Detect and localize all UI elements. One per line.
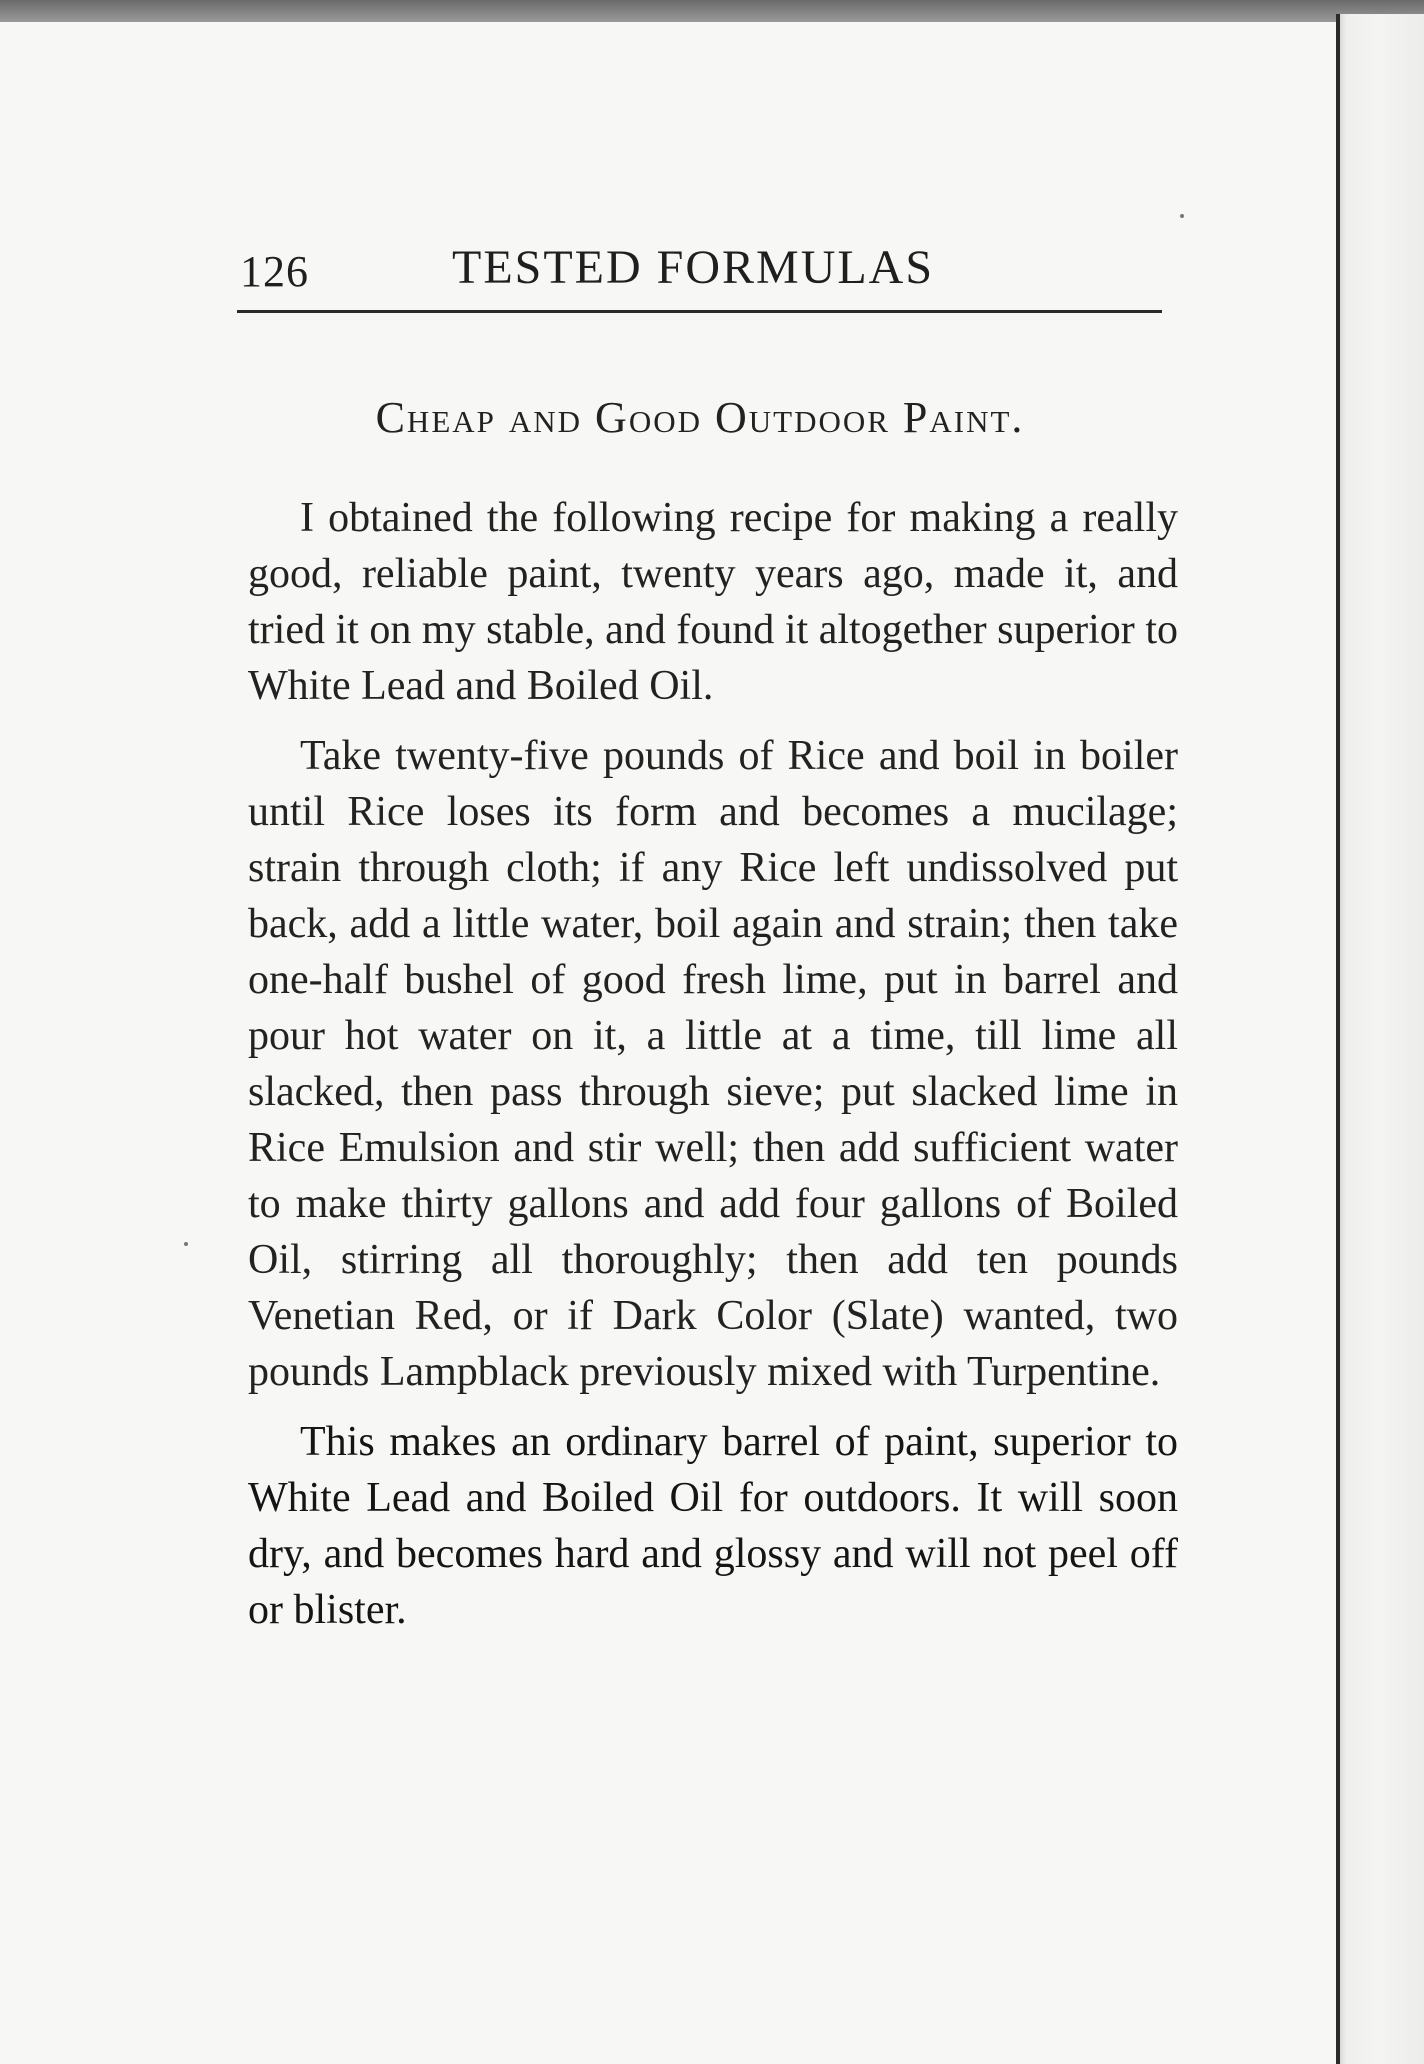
paper-speck (1180, 214, 1184, 218)
adjacent-page-edge (1340, 14, 1424, 2064)
header-rule (237, 310, 1162, 313)
paragraph-2: Take twenty-five pounds of Rice and boil in boiler until Rice loses its form and becomes a mucilage; strain through cloth; if any Rice left undissolved put back, add a little water, boil again and strain; then take one-half bushel of good fresh lime, put in barrel and pour hot water on it, a little at a time, till lime all slacked, then pass through sieve; put slacked lime in Rice Emulsion and stir well; then add sufficient water to make thirty gallons and add four gallons of Boiled Oil, stirring all thoroughly; then add ten pounds Venetian Red, or if Dark Color (Slate) wanted, two pounds Lampblack previously mixed with Turpentine. (248, 733, 1178, 1395)
paragraph-3: This makes an ordinary barrel of paint, superior to White Lead and Boiled Oil for outdoors. It will soon dry, and becomes hard and glossy and will not peel off or blister. (248, 1419, 1178, 1633)
paragraph-1: I obtained the following recipe for making a really good, reliable paint, twenty years ago, made it, and tried it on my stable, and found it altogether superior to White Lead and Boiled Oil. (248, 495, 1178, 709)
scan-top-border (0, 0, 1424, 22)
page-header (240, 232, 1160, 302)
running-head: TESTED FORMULAS (452, 241, 935, 294)
article-title: Cheap and Good Outdoor Paint. (375, 393, 1025, 442)
paper-speck (184, 1242, 188, 1246)
page-number: 126 (240, 247, 309, 296)
article-body (248, 490, 1178, 1652)
